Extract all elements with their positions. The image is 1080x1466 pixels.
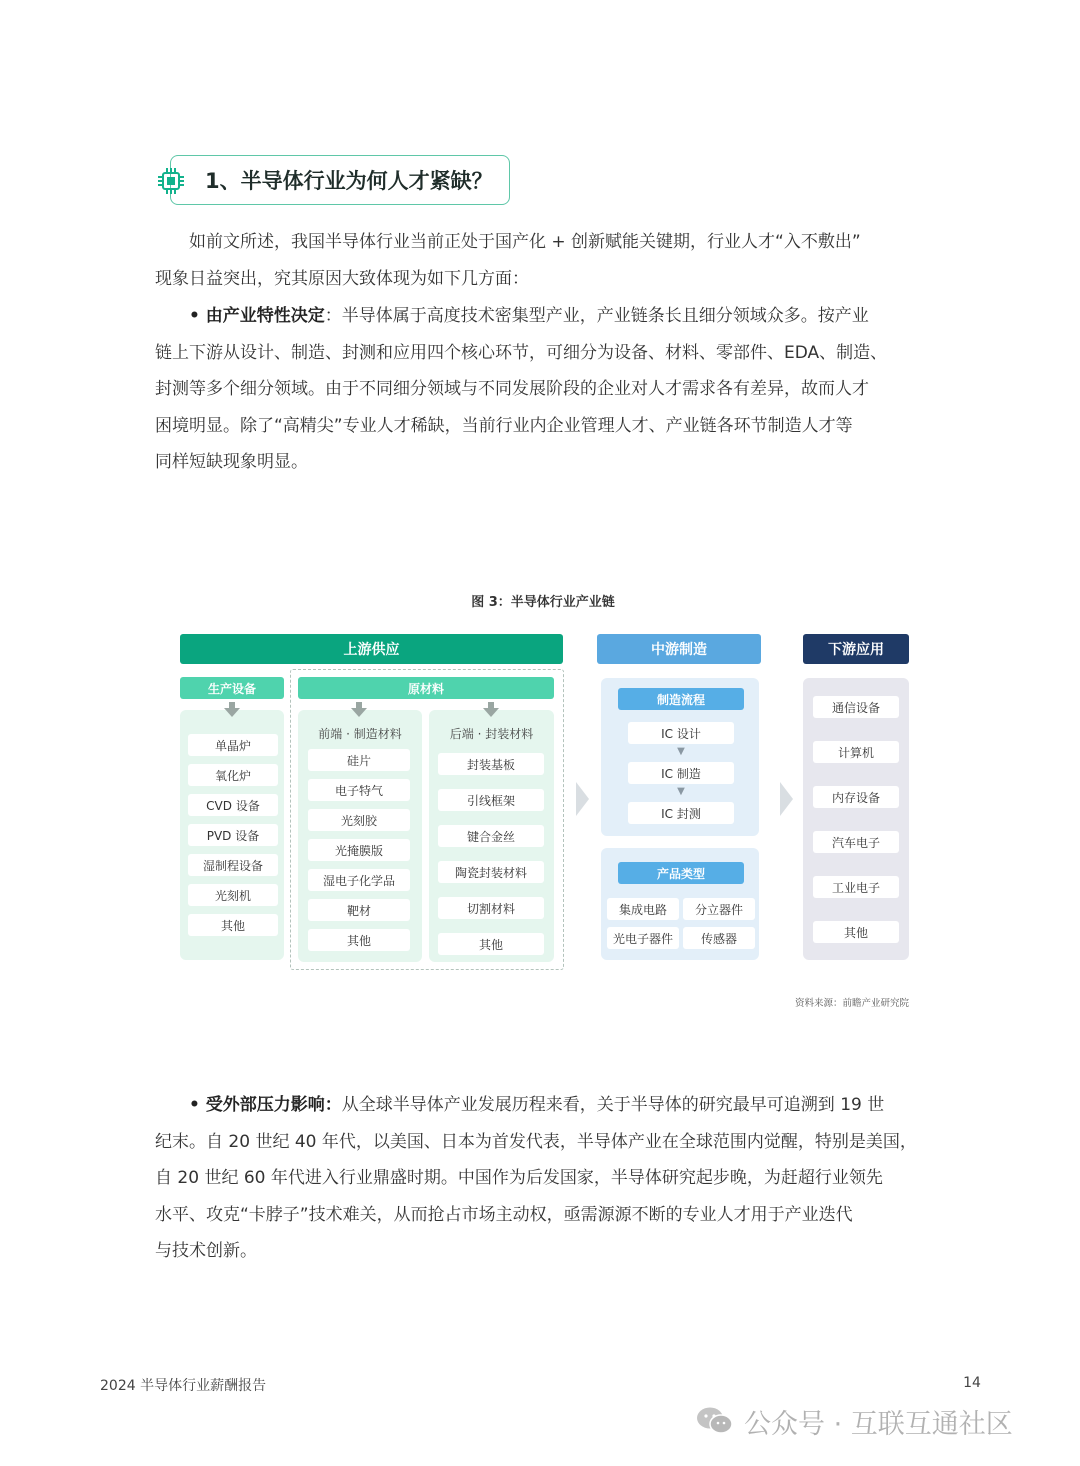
product-type: 分立器件 <box>683 898 755 920</box>
figure-source: 资料来源：前瞻产业研究院 <box>794 998 909 1009</box>
process-step: IC 设计 <box>628 722 734 744</box>
front-material-item: 湿电子化学品 <box>308 869 410 891</box>
front-material-item: 靶材 <box>308 899 410 921</box>
point1-paragraph <box>155 298 925 481</box>
equipment-list <box>188 734 278 936</box>
point1-line: 同样短缺现象明显。 <box>155 452 308 472</box>
down-arrow-icon: ▼ <box>677 746 685 757</box>
downstream-list <box>813 696 899 943</box>
front-materials-title: 前端 · 制造材料 <box>318 727 402 741</box>
down-arrow-icon <box>224 708 240 717</box>
intro-line: 现象日益突出，究其原因大致体现为如下几方面： <box>155 268 529 289</box>
right-chevron-icon <box>780 782 793 816</box>
product-type: 光电子器件 <box>607 927 679 949</box>
point2-line: 纪末。自 20 世纪 40 年代，以美国、日本为首发代表，半导体产业在全球范围内觉醒，特别是美国， <box>155 1131 917 1152</box>
front-material-item: 其他 <box>308 929 410 951</box>
equipment-item: 氧化炉 <box>188 764 278 786</box>
watermark-text: 公众号 · 互联互通社区 <box>744 1409 1013 1440</box>
upstream-header: 上游供应 <box>180 634 563 664</box>
point1-line: 链上下游从设计、制造、封测和应用四个核心环节，可细分为设备、材料、零部件、EDA、制造、 <box>155 342 888 363</box>
back-material-item: 陶瓷封装材料 <box>438 861 544 883</box>
product-type: 集成电路 <box>607 898 679 920</box>
wechat-icon <box>696 1406 734 1436</box>
back-material-item: 引线框架 <box>438 789 544 811</box>
chip-icon <box>156 166 186 196</box>
back-materials-list <box>438 753 544 955</box>
back-material-item: 切割材料 <box>438 897 544 919</box>
intro-paragraph <box>155 224 925 297</box>
application-item: 汽车电子 <box>813 831 899 853</box>
front-material-item: 光掩膜版 <box>308 839 410 861</box>
application-item: 其他 <box>813 921 899 943</box>
product-type: 传感器 <box>683 927 755 949</box>
point1-label: • 由产业特性决定 <box>189 306 325 326</box>
point2-line: 自 20 世纪 60 年代进入行业鼎盛时期。中国作为后发国家，半导体研究起步晚，为赶超行业领先 <box>155 1168 883 1188</box>
back-materials-title: 后端 · 封装材料 <box>449 727 534 741</box>
down-arrow-icon <box>483 708 499 717</box>
front-material-item: 光刻胶 <box>308 809 410 831</box>
right-chevron-icon <box>576 782 589 816</box>
front-materials-list <box>308 749 410 951</box>
equipment-item: 其他 <box>188 914 278 936</box>
point1-line: ：半导体属于高度技术密集型产业，产业链条长且细分领域众多。按产业 <box>324 306 869 326</box>
point2-line: 水平、攻克“卡脖子”技术难关，从而抢占市场主动权，亟需源源不断的专业人才用于产业迭代 <box>155 1204 853 1225</box>
equipment-item: 湿制程设备 <box>188 854 278 876</box>
equipment-item: 光刻机 <box>188 884 278 906</box>
point2-label: • 受外部压力影响： <box>189 1095 342 1115</box>
footer-report-title: 2024 半导体行业薪酬报告 <box>100 1378 267 1394</box>
equipment-item: CVD 设备 <box>188 794 278 816</box>
point1-line: 困境明显。除了“高精尖”专业人才稀缺，当前行业内企业管理人才、产业链各环节制造人才等 <box>155 415 853 436</box>
down-arrow-icon <box>351 708 367 717</box>
products-header: 产品类型 <box>618 862 744 884</box>
figure-title: 图 3：半导体行业产业链 <box>471 595 615 610</box>
process-step: IC 制造 <box>628 762 734 784</box>
point2-line: 从全球半导体产业发展历程来看，关于半导体的研究最早可追溯到 19 世 <box>341 1095 885 1115</box>
equipment-header: 生产设备 <box>180 677 284 699</box>
process-header: 制造流程 <box>618 688 744 710</box>
point1-line: 封测等多个细分领域。由于不同细分领域与不同发展阶段的企业对人才需求各有差异，故而人才 <box>155 379 869 399</box>
midstream-header: 中游制造 <box>597 634 761 664</box>
front-material-item: 电子特气 <box>308 779 410 801</box>
application-item: 工业电子 <box>813 876 899 898</box>
equipment-item: PVD 设备 <box>188 824 278 846</box>
equipment-item: 单晶炉 <box>188 734 278 756</box>
intro-line: 如前文所述，我国半导体行业当前正处于国产化 + 创新赋能关键期，行业人才“入不敷出” <box>189 232 861 252</box>
section-title: 1、半导体行业为何人才紧缺？ <box>205 169 493 193</box>
page-number: 14 <box>963 1375 981 1391</box>
downstream-header: 下游应用 <box>803 634 909 664</box>
process-step: IC 封测 <box>628 802 734 824</box>
application-item: 通信设备 <box>813 696 899 718</box>
point2-line: 与技术创新。 <box>155 1241 257 1261</box>
down-arrow-icon: ▼ <box>677 786 685 797</box>
front-material-item: 硅片 <box>308 749 410 771</box>
back-material-item: 键合金丝 <box>438 825 544 847</box>
back-material-item: 封装基板 <box>438 753 544 775</box>
application-item: 内存设备 <box>813 786 899 808</box>
point2-paragraph <box>155 1087 925 1270</box>
materials-header: 原材料 <box>298 677 554 699</box>
application-item: 计算机 <box>813 741 899 763</box>
back-material-item: 其他 <box>438 933 544 955</box>
